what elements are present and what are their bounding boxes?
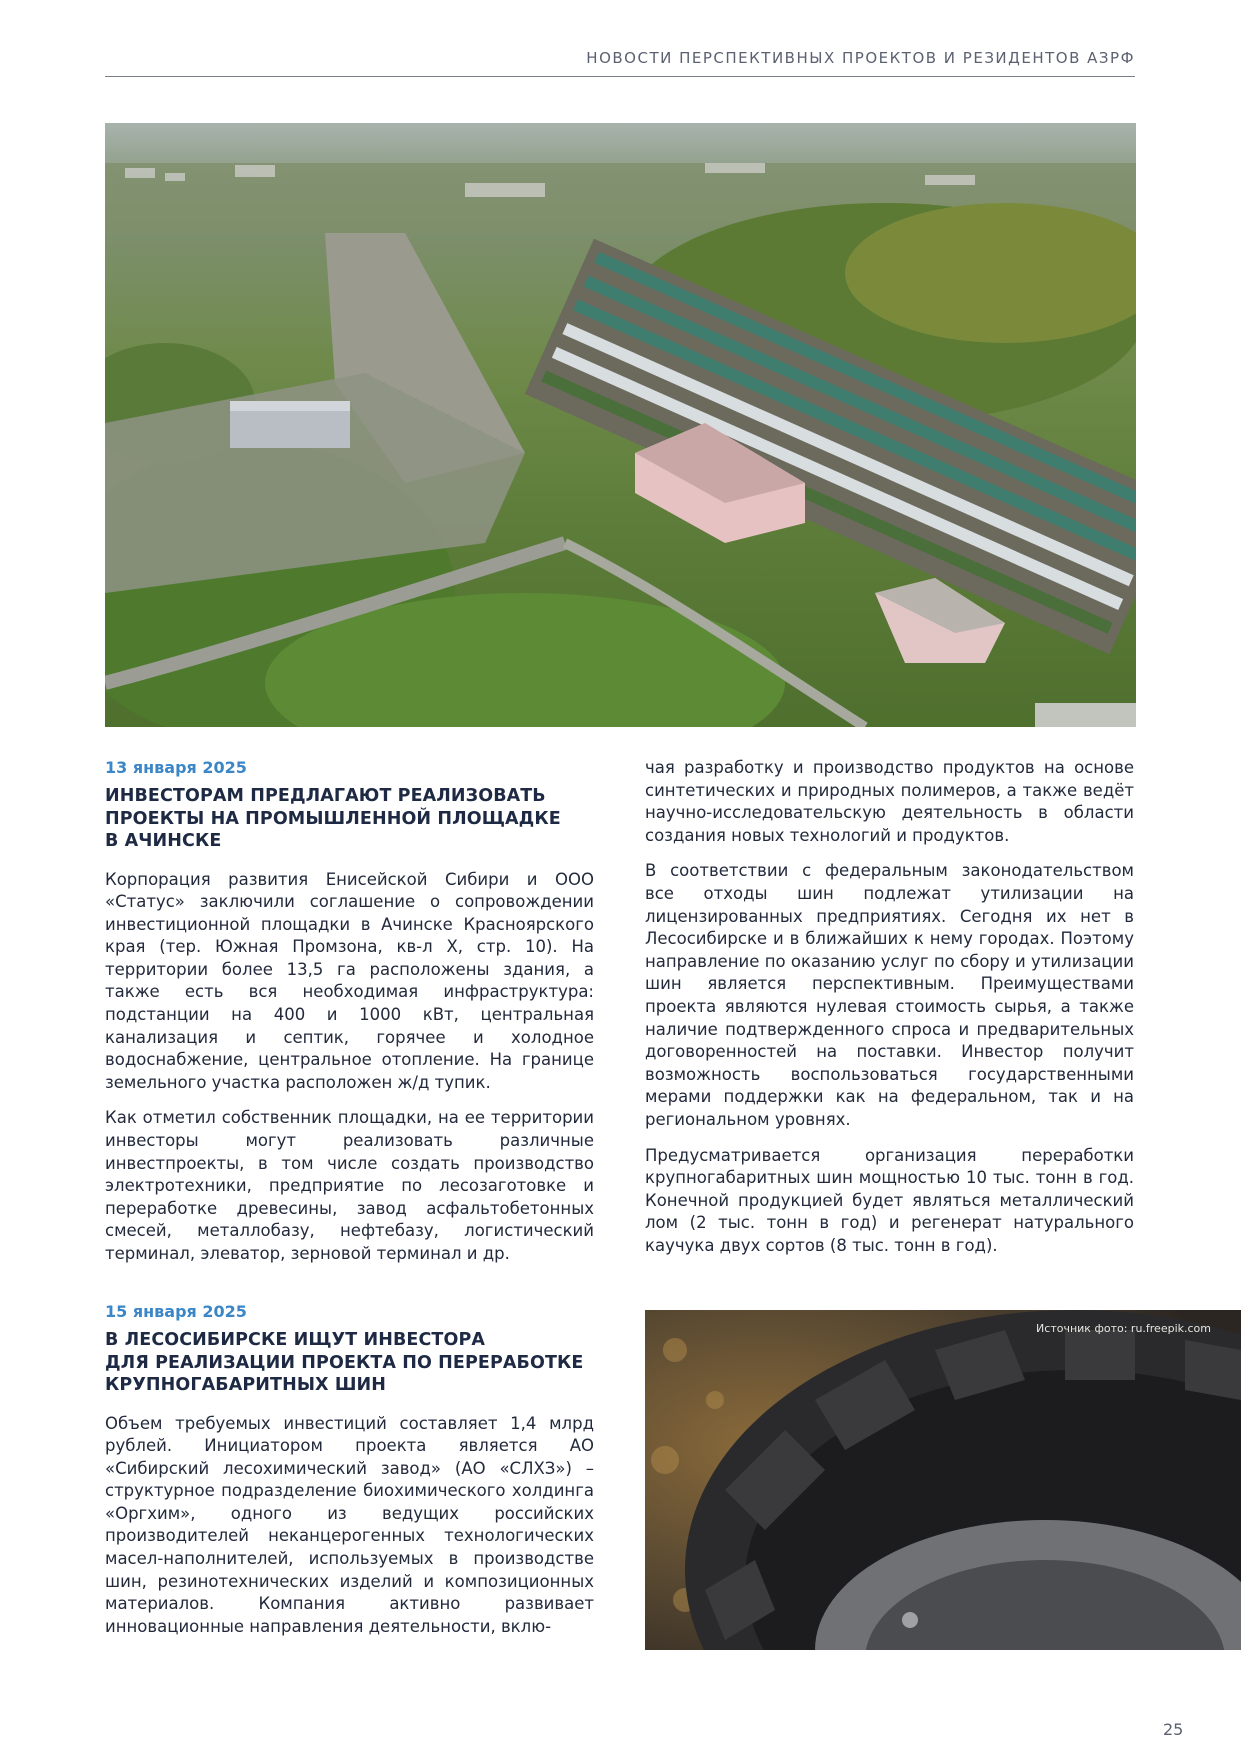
article-2-headline-line: ДЛЯ РЕАЛИЗАЦИИ ПРОЕКТА ПО ПЕРЕРАБОТКЕ: [105, 1352, 584, 1373]
article-2-headline: [105, 1329, 594, 1397]
article-1-paragraph: Корпорация развития Енисейской Сибири и ООО «Статус» заключили соглашение о сопровождении инвестиционной площадки в Ачинске Красноярского края (тер. Южная Промзона, кв-л Х, стр. 10). На территории более 13,5 га расположены здания, а также есть вся необходимая инфраструктура: подстанции на 400 и 1000 кВт, центральная канализация и септик, горячее и холодное водоснабжение, центральное отопление. На границе земельного участка расположен ж/д тупик.: [105, 869, 594, 1092]
article-2-continued: [645, 757, 1134, 1270]
page-header: [105, 46, 1135, 77]
article-2-paragraph: чая разработку и производство продуктов на основе синтетических и природных полимеров, а также ведёт научно-исследовательскую деятельность в области создания новых технологий и продуктов.: [645, 758, 1134, 845]
article-2-paragraph: В соответствии с федеральным законодательством все отходы шин подлежат утилизации на лицензированных предприятиях. Сегодня их нет в Лесосибирске и в ближайших к нему городах. Поэтому направление по оказанию услуг по сбору и утилизации шин является перспективным. Преимуществами проекта являются нулевая стоимость сырья, а также наличие подтвержденного спроса и предварительных договоренностей на поставки. Инвестор получит возможность воспользоваться государственными мерами поддержки как на федеральном, так и на региональном уровнях.: [645, 861, 1134, 1129]
article-1-date: 13 января 2025: [105, 758, 247, 777]
aerial-industrial-site-photo: [105, 123, 1136, 727]
article-1: [105, 757, 594, 1279]
article-2-paragraph: Объем требуемых инвестиций составляет 1,4 млрд рублей. Инициатором проекта является АО «Сибирский лесохимический завод» (АО «СЛХЗ») – структурное подразделение биохимического холдинга «Оргхим», одного из ведущих российских производителей неканцерогенных технологических масел-наполнителей, используемых в производстве шин, резинотехнических изделий и композиционных материалов. Компания активно развивает инновационные направления деятельности, вклю-: [105, 1413, 594, 1636]
article-2-paragraph: Предусматривается организация переработки крупногабаритных шин мощностью 10 тыс. тонн в год. Конечной продукцией будет являться металлический лом (2 тыс. тонн в год) и регенерат натурального каучука двух сортов (8 тыс. тонн в год).: [645, 1145, 1134, 1255]
article-2-date: 15 января 2025: [105, 1302, 247, 1321]
article-1-headline-line: ПРОЕКТЫ НА ПРОМЫШЛЕННОЙ ПЛОЩАДКЕ: [105, 808, 561, 829]
article-1-headline-line: В АЧИНСКЕ: [105, 831, 222, 851]
tire-photo: [645, 1310, 1241, 1650]
aerial-photo-illustration: [105, 123, 1136, 727]
page-number: 25: [1163, 1720, 1184, 1739]
article-2-headline-line: В ЛЕСОСИБИРСКЕ ИЩУТ ИНВЕСТОРА: [105, 1330, 486, 1350]
article-2-headline-line: КРУПНОГАБАРИТНЫХ ШИН: [105, 1375, 387, 1395]
tire-illustration: [645, 1310, 1241, 1650]
photo-credit: Источник фото: ru.freepik.com: [1036, 1322, 1211, 1335]
article-2: [105, 1301, 594, 1651]
header-title: НОВОСТИ ПЕРСПЕКТИВНЫХ ПРОЕКТОВ И РЕЗИДЕНТОВ АЗРФ: [586, 49, 1135, 67]
article-1-paragraph: Как отметил собственник площадки, на ее территории инвесторы могут реализовать различные инвестпроекты, в том числе создать производство электротехники, предприятие по лесозаготовке и переработке древесины, завод асфальтобетонных смесей, металлобазу, нефтебазу, логистический терминал, элеватор, зерновой терминал и др.: [105, 1108, 594, 1263]
article-1-headline: [105, 785, 594, 853]
article-1-headline-line: ИНВЕСТОРАМ ПРЕДЛАГАЮТ РЕАЛИЗОВАТЬ: [105, 786, 546, 806]
